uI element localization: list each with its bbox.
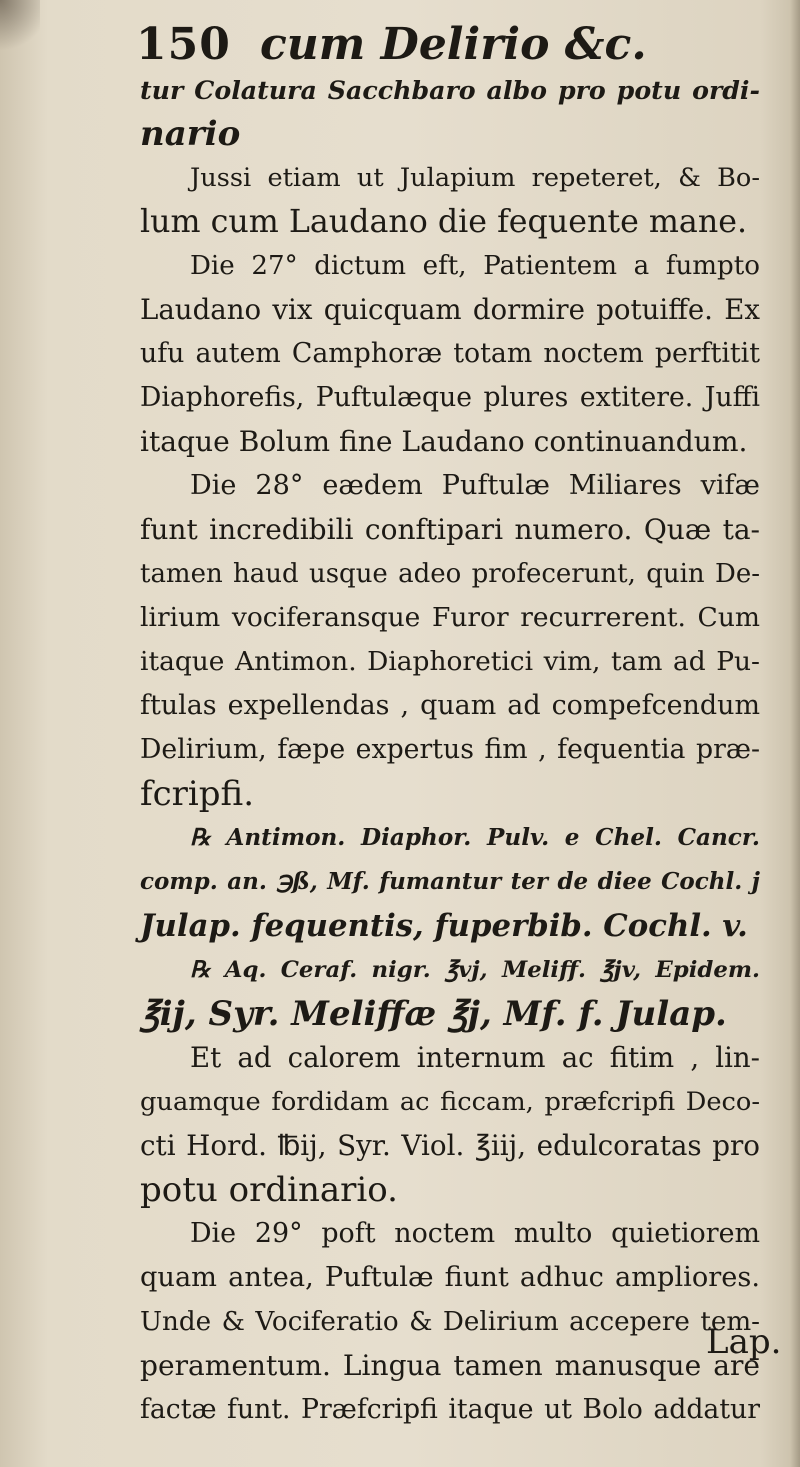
text-line: potu ordinario. [140, 1170, 398, 1210]
text-line: funt incredibili conftipari numero. Quæ ta- [140, 513, 760, 546]
text-line: fcripfi. [140, 774, 255, 814]
text-line: itaque Bolum fine Laudano continuandum. [140, 425, 748, 458]
text-line: ℥ij, Syr. Meliffæ ℥j, Mf. f. Julap. [140, 994, 727, 1034]
text-line: quam antea, Puftulæ fiunt adhuc ampliores. [140, 1262, 760, 1293]
text-line: guamque fordidam ac ficcam, præfcripfi Deco- [140, 1087, 760, 1117]
text-line: tamen haud usque adeo profecerunt, quin De- [140, 559, 760, 589]
text-line: ftulas expellendas , quam ad compefcendum [140, 690, 760, 721]
text-line: Diaphorefis, Puftulæque plures extitere. Juffi [140, 382, 760, 413]
page-corner-shadow [0, 0, 40, 60]
text-line: Unde & Vociferatio & Delirium accepere tem- [140, 1307, 760, 1337]
text-line: factæ funt. Præfcripfi itaque ut Bolo addatur [140, 1394, 760, 1425]
text-line: comp. an. ℈ß, Mf. fumantur ter de diee Cochl. j [140, 868, 760, 895]
text-line: Julap. fequentis, fuperbib. Cochl. v. [140, 908, 748, 944]
page-number: 150 [136, 19, 231, 70]
text-line: Die 28° eædem Puftulæ Miliares vifæ [190, 470, 760, 501]
text-line: ufu autem Camphoræ totam noctem perftitit [140, 338, 760, 369]
page-header [136, 20, 736, 70]
text-line: peramentum. Lingua tamen manusque are [140, 1349, 760, 1382]
text-line: lum cum Laudano die fequente mane. [140, 204, 748, 240]
catchword: Lap. [706, 1322, 782, 1362]
text-line: itaque Antimon. Diaphoretici vim, tam ad Pu- [140, 646, 760, 677]
text-line: Laudano vix quicquam dormire potuiffe. Ex [140, 293, 760, 326]
text-line: Jussi etiam ut Julapium repeteret, & Bo- [190, 163, 760, 193]
page-edge-shadow [790, 0, 800, 1467]
running-head: cum Delirio &c. [260, 19, 647, 70]
text-line: Die 29° poft noctem multo quietiorem [190, 1218, 760, 1249]
text-line: Die 27° dictum eft, Patientem a fumpto [190, 251, 760, 281]
text-line: nario [140, 114, 241, 154]
text-line: Delirium, fæpe expertus fim , fequentia præ- [140, 734, 760, 765]
body-text [140, 68, 760, 1432]
text-line: ℞ Antimon. Diaphor. Pulv. e Chel. Cancr. [190, 824, 760, 851]
text-line: tur Colatura Sacchbaro albo pro potu ordi- [140, 75, 760, 105]
text-line: ℞ Aq. Ceraf. nigr. ℥vj, Meliff. ℥jv, Epidem. [190, 957, 760, 983]
text-line: cti Hord. ℔ij, Syr. Viol. ℥iij, edulcoratas pro [140, 1129, 760, 1162]
text-line: lirium vociferansque Furor recurrerent. Cum [140, 602, 760, 633]
text-line: Et ad calorem internum ac fitim , lin- [190, 1041, 760, 1074]
